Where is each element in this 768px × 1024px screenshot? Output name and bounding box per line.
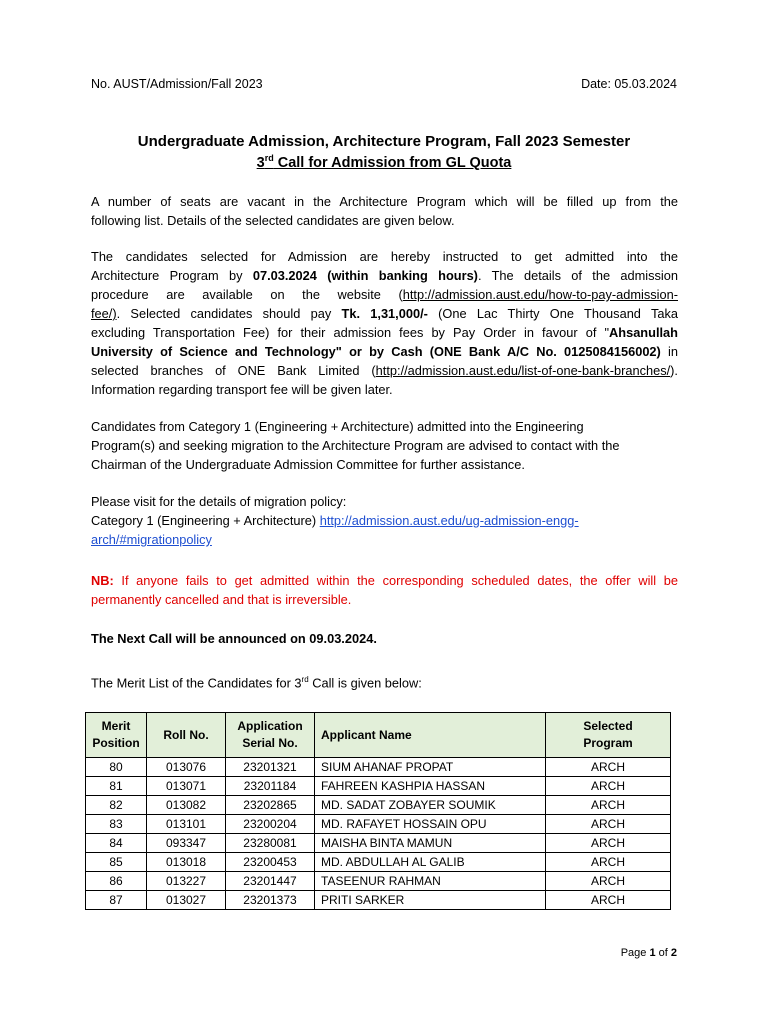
admission-instructions-paragraph: The candidates selected for Admission are hereby instructed to get admitted into the Architecture Program by 07.03.2024 (within banking hours). The details of the admission procedure are available on the website (http://admission.aust.edu/how-to-pay-admission- fee/). Selected candidates should pay Tk. 1,31,000/- (One Lac Thirty One Thousand Taka excluding Transportation Fee) for their admission fees by Pay Order in favour of "Ahsanullah University of Science and Technology" or by Cash (ONE Bank A/C No. 0125084156002) in selected branches of ONE Bank Limited (http://admission.aust.edu/list-of-one-bank-branches/). Information regarding transport fee will be given later. <box>91 249 679 397</box>
roll-no-cell: 013082 <box>147 796 226 815</box>
letter-header <box>91 77 677 93</box>
roll-no-cell: 013101 <box>147 815 226 834</box>
roll-no-cell: 093347 <box>147 834 226 853</box>
payment-procedure-link-cont[interactable]: fee/) <box>91 306 117 321</box>
selected-program-cell: ARCH <box>546 796 671 815</box>
selected-program-cell: ARCH <box>546 815 671 834</box>
reference-number: No. AUST/Admission/Fall 2023 <box>91 77 263 91</box>
table-row <box>86 891 671 910</box>
document-title: Undergraduate Admission, Architecture Program, Fall 2023 Semester <box>137 133 631 150</box>
application-serial-cell: 23201447 <box>226 872 315 891</box>
table-row <box>86 872 671 891</box>
roll-no-cell: 013027 <box>147 891 226 910</box>
merit-position-cell: 82 <box>86 796 147 815</box>
selected-program-cell: ARCH <box>546 872 671 891</box>
nb-notice: NB: If anyone fails to get admitted within the corresponding scheduled dates, the offer will be permanently cancelled and that is irreversible. <box>91 573 678 607</box>
applicant-name-cell: MAISHA BINTA MAMUN <box>315 834 546 853</box>
col-merit-position: Merit Position <box>86 713 147 758</box>
selected-program-cell: ARCH <box>546 777 671 796</box>
table-row <box>86 777 671 796</box>
migration-paragraph: Candidates from Category 1 (Engineering + Architecture) admitted into the Engineering Program(s) and seeking migration to the Architecture Program are advised to contact with the Chairman of the Undergraduate Admission Committee for further assistance. <box>91 419 620 472</box>
col-roll-no: Roll No. <box>147 713 226 758</box>
roll-no-cell: 013076 <box>147 758 226 777</box>
roll-no-cell: 013018 <box>147 853 226 872</box>
merit-position-cell: 85 <box>86 853 147 872</box>
selected-program-cell: ARCH <box>546 853 671 872</box>
table-header-row <box>86 713 671 758</box>
applicant-name-cell: MD. RAFAYET HOSSAIN OPU <box>315 815 546 834</box>
merit-table-body <box>86 758 671 910</box>
merit-position-cell: 81 <box>86 777 147 796</box>
migration-policy-paragraph: Please visit for the details of migration policy: Category 1 (Engineering + Architecture) http://admission.aust.edu/ug-admission-engg- arch/#migrationpolicy <box>91 494 579 547</box>
page-indicator: Page 1 of 2 <box>620 947 677 959</box>
applicant-name-cell: MD. ABDULLAH AL GALIB <box>315 853 546 872</box>
applicant-name-cell: PRITI SARKER <box>315 891 546 910</box>
table-row <box>86 853 671 872</box>
applicant-name-cell: TASEENUR RAHMAN <box>315 872 546 891</box>
table-row <box>86 796 671 815</box>
selected-program-cell: ARCH <box>546 758 671 777</box>
col-applicant-name: Applicant Name <box>315 713 546 758</box>
merit-position-cell: 80 <box>86 758 147 777</box>
merit-position-cell: 83 <box>86 815 147 834</box>
issue-date: Date: 05.03.2024 <box>581 77 677 91</box>
intro-paragraph: A number of seats are vacant in the Architecture Program which will be filled up from the following list. Details of the selected candidates are given below. <box>91 194 678 228</box>
table-row <box>86 834 671 853</box>
application-serial-cell: 23200204 <box>226 815 315 834</box>
selected-program-cell: ARCH <box>546 891 671 910</box>
applicant-name-cell: FAHREEN KASHPIA HASSAN <box>315 777 546 796</box>
migration-policy-link-cont[interactable]: arch/#migrationpolicy <box>91 532 212 547</box>
applicant-name-cell: SIUM AHANAF PROPAT <box>315 758 546 777</box>
merit-position-cell: 87 <box>86 891 147 910</box>
bank-branches-link[interactable]: http://admission.aust.edu/list-of-one-bank-branches/ <box>375 363 671 378</box>
col-selected-program: Selected Program <box>546 713 671 758</box>
selected-program-cell: ARCH <box>546 834 671 853</box>
application-serial-cell: 23201373 <box>226 891 315 910</box>
table-row <box>86 815 671 834</box>
merit-position-cell: 84 <box>86 834 147 853</box>
merit-list-table <box>85 712 671 910</box>
table-row <box>86 758 671 777</box>
roll-no-cell: 013071 <box>147 777 226 796</box>
col-application-serial: Application Serial No. <box>226 713 315 758</box>
migration-policy-link[interactable]: http://admission.aust.edu/ug-admission-engg- <box>319 513 579 528</box>
application-serial-cell: 23201321 <box>226 758 315 777</box>
next-call-notice: The Next Call will be announced on 09.03.2024. <box>91 631 377 646</box>
document-subtitle: 3rd Call for Admission from GL Quota <box>256 153 512 171</box>
payment-procedure-link[interactable]: http://admission.aust.edu/how-to-pay-admission- <box>402 287 678 302</box>
applicant-name-cell: MD. SADAT ZOBAYER SOUMIK <box>315 796 546 815</box>
application-serial-cell: 23200453 <box>226 853 315 872</box>
application-serial-cell: 23201184 <box>226 777 315 796</box>
merit-list-intro: The Merit List of the Candidates for 3rd Call is given below: <box>91 675 422 691</box>
merit-position-cell: 86 <box>86 872 147 891</box>
nb-label: NB: <box>91 573 114 588</box>
application-serial-cell: 23202865 <box>226 796 315 815</box>
application-serial-cell: 23280081 <box>226 834 315 853</box>
roll-no-cell: 013227 <box>147 872 226 891</box>
